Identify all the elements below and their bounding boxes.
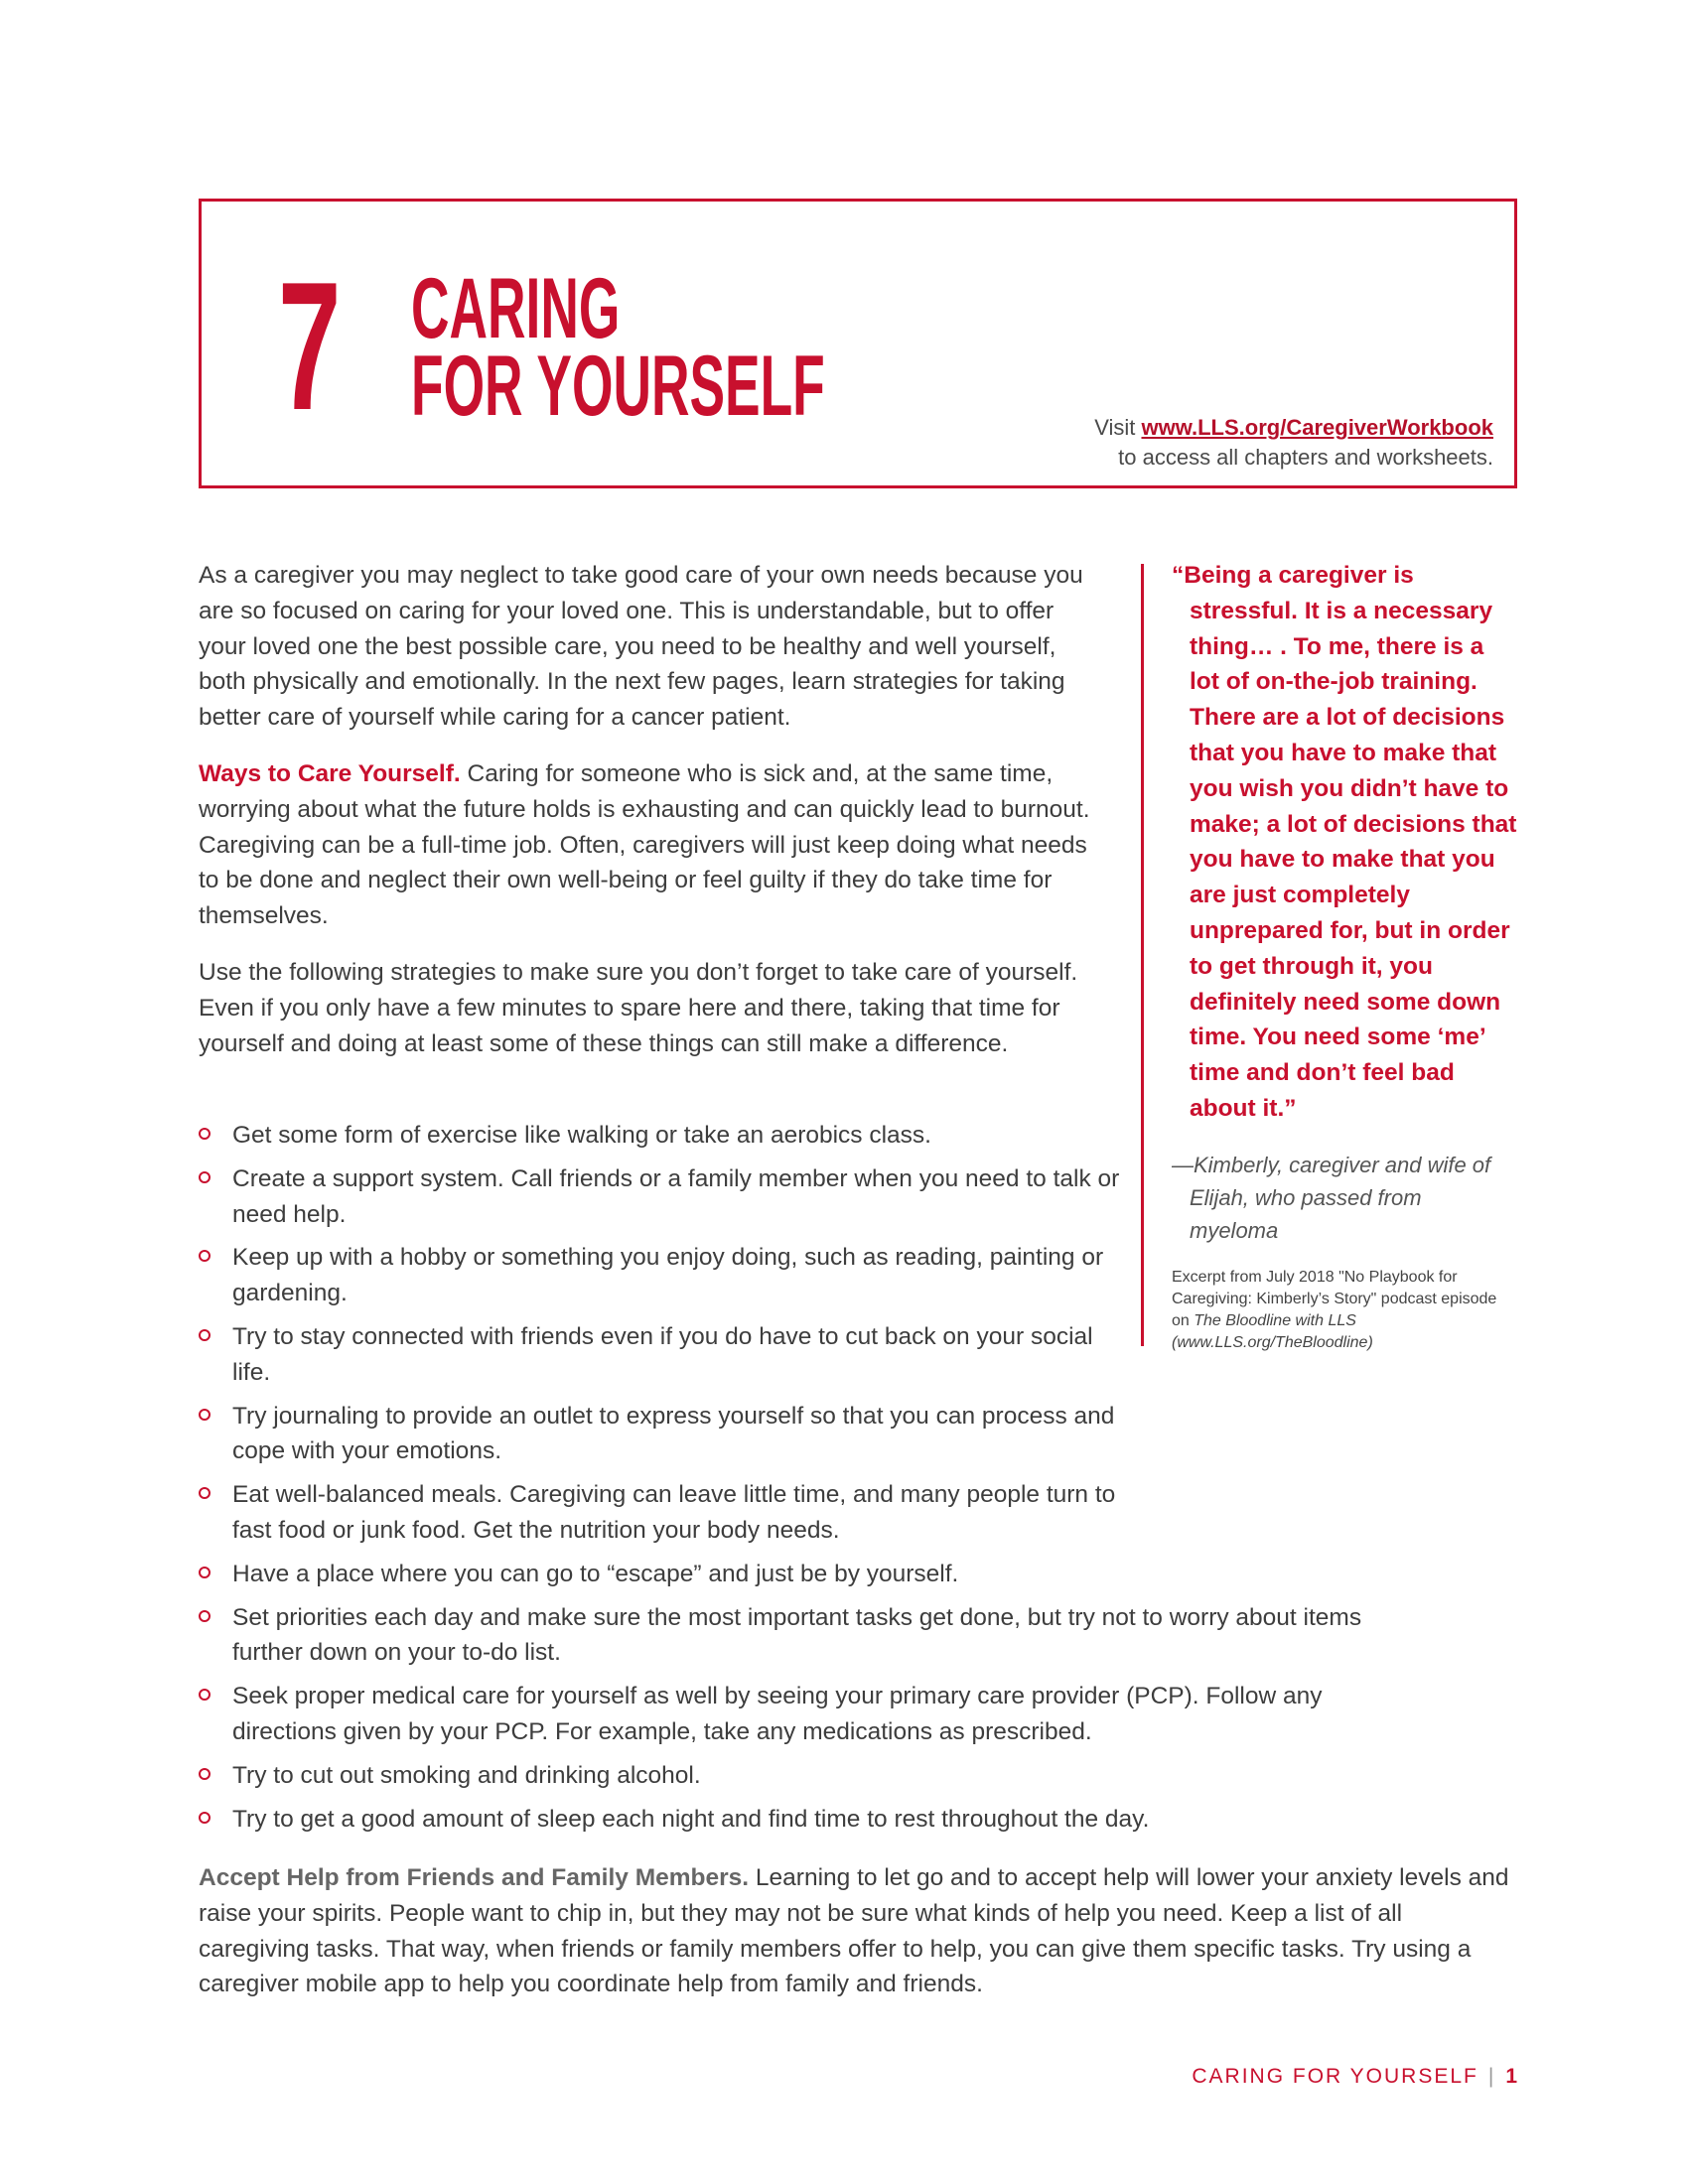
strategies-intro-paragraph: Use the following strategies to make sure you don’t forget to take care of yourself. Even if you only have a few minutes to spare here and there, taking that time for yourself and doing at least some of these things can still make a difference. (199, 958, 1078, 1057)
list-item-text: Try journaling to provide an outlet to express yourself so that you can process and cope with your emotions. (232, 1402, 1115, 1465)
list-item-text: Create a support system. Call friends or a family member when you need to talk or need help. (232, 1164, 1120, 1228)
list-item (199, 1802, 1529, 1838)
ways-heading: Ways to Care Yourself. (199, 759, 461, 787)
footer-separator: | (1487, 2065, 1496, 2088)
list-item-text: Try to stay connected with friends even if you do have to cut back on your social life. (232, 1322, 1093, 1386)
circle-bullet-icon (199, 1128, 211, 1140)
list-item-text: Have a place where you can go to “escape” and just be by yourself. (232, 1560, 959, 1587)
list-item (199, 1679, 1384, 1750)
circle-bullet-icon (199, 1567, 211, 1578)
circle-bullet-icon (199, 1610, 211, 1622)
circle-bullet-icon (199, 1329, 211, 1341)
circle-bullet-icon (199, 1409, 211, 1421)
ways-text: Caring for someone who is sick and, at the same time, worrying about what the future holds is exhausting and can quickly lead to burnout. Caregiving can be a full-time job. Often, caregivers will just keep doing what needs to be done and neglect their own well-being or feel guilty if they do take time for themselves. (199, 759, 1090, 930)
circle-bullet-icon (199, 1487, 211, 1499)
chapter-title-line1: CARING (411, 261, 621, 356)
circle-bullet-icon (199, 1250, 211, 1262)
accept-help-heading: Accept Help from Friends and Family Members. (199, 1864, 750, 1891)
intro-section (199, 558, 1092, 1082)
ways-paragraph (199, 756, 1092, 934)
caregiver-workbook-link[interactable]: www.LLS.org/CaregiverWorkbook (1141, 415, 1493, 440)
list-item-text: Get some form of exercise like walking or take an aerobics class. (232, 1122, 931, 1149)
quote-accent-bar (1141, 564, 1144, 1346)
footer-section-title: CARING FOR YOURSELF (1192, 2065, 1478, 2088)
circle-bullet-icon (199, 1812, 211, 1824)
list-item-text: Eat well-balanced meals. Caregiving can leave little time, and many people turn to fast food or junk food. Get the nutrition your body needs. (232, 1481, 1116, 1544)
pull-quote: “Being a caregiver is stressful. It is a necessary thing… . To me, there is a lot of on-the-job training. There are a lot of decisions that you have to make that you wish you didn’t have to make; a lot of decisions that you have to make that you are just completely unprepared for, but in order to get through it, you definitely need some down time. You need some ‘me’ time and don’t feel bad about it.” (1172, 562, 1517, 1122)
bloodline-link[interactable]: (www.LLS.org/TheBloodline) (1172, 1334, 1373, 1351)
chapter-title (411, 261, 825, 434)
list-item-text: Set priorities each day and make sure the most important tasks get done, but try not to worry about items further down on your to-do list. (232, 1603, 1362, 1667)
page-footer (1192, 2065, 1519, 2089)
excerpt-prefix: Excerpt from July 2018 "No Playbook for Caregiving: Kimberly’s Story" podcast episode on (1172, 1269, 1497, 1329)
list-item (199, 1557, 1529, 1592)
list-item-text: Try to cut out smoking and drinking alcohol. (232, 1761, 701, 1789)
chapter-number: 7 (278, 243, 342, 448)
visit-note (1094, 413, 1493, 473)
circle-bullet-icon (199, 1689, 211, 1701)
list-item (199, 1161, 1126, 1233)
list-item (199, 1477, 1126, 1549)
excerpt-show-title: The Bloodline with LLS (1194, 1312, 1356, 1329)
intro-paragraph: As a caregiver you may neglect to take good care of your own needs because you are so focused on caring for your loved one. This is understandable, but to offer your loved one the best possible care, you need to be healthy and well yourself, both physically and emotionally. In the next few pages, learn strategies for taking better care of yourself while caring for a cancer patient. (199, 562, 1083, 732)
circle-bullet-icon (199, 1768, 211, 1780)
quote-attribution: —Kimberly, caregiver and wife of Elijah, who passed from myeloma (1172, 1153, 1491, 1243)
list-item (199, 1319, 1126, 1391)
excerpt-note (1172, 1267, 1514, 1354)
page-number: 1 (1505, 2065, 1519, 2088)
list-item (199, 1399, 1166, 1470)
visit-prefix: Visit (1094, 415, 1142, 440)
accept-help-paragraph (199, 1860, 1519, 2002)
circle-bullet-icon (199, 1171, 211, 1183)
visit-suffix: to access all chapters and worksheets. (1118, 445, 1493, 470)
list-item (199, 1240, 1126, 1311)
chapter-title-line2: FOR YOURSELF (411, 339, 825, 434)
list-item-text: Seek proper medical care for yourself as well by seeing your primary care provider (PCP). Follow any directions given by your PCP. For example, take any medications as prescribed. (232, 1683, 1323, 1745)
list-item (199, 1600, 1364, 1672)
list-item (199, 1118, 1126, 1154)
list-item-text: Keep up with a hobby or something you enjoy doing, such as reading, painting or gardening. (232, 1244, 1104, 1307)
list-item (199, 1758, 1529, 1794)
list-item-text: Try to get a good amount of sleep each night and find time to rest throughout the day. (232, 1805, 1150, 1833)
accept-help-text: Learning to let go and to accept help will lower your anxiety levels and raise your spirits. People want to chip in, but they may not be sure what kinds of help you need. Keep a list of all caregiving tasks. That way, when friends or family members offer to help, you can give them specific tasks. Try using a caregiver mobile app to help you coordinate help from family and friends. (199, 1864, 1509, 1998)
